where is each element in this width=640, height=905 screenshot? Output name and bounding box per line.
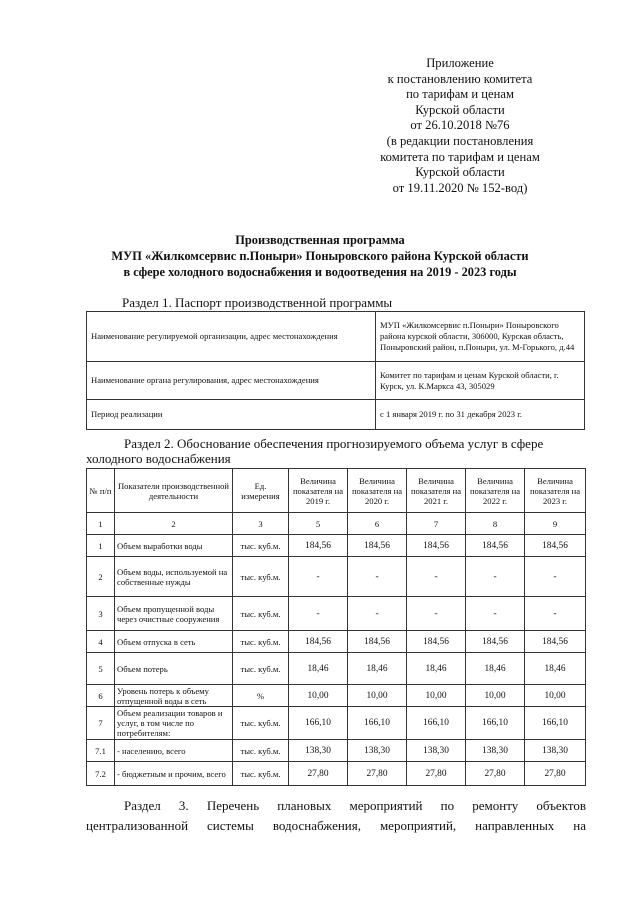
value-cell: 27,80 (289, 762, 348, 786)
table-row (87, 707, 586, 740)
indicator-name: - бюджетным и прочим, всего (115, 762, 233, 786)
annex-line: к постановлению комитета (387, 71, 533, 86)
column-number: 7 (407, 513, 466, 535)
value-cell: 27,80 (525, 762, 586, 786)
indicators-table (86, 468, 586, 786)
value-cell: 18,46 (289, 653, 348, 685)
annex-line: Курской области (415, 102, 505, 117)
indicator-name: Объем потерь (115, 653, 233, 685)
value-cell: - (466, 557, 525, 597)
header-cell: № п/п (87, 469, 115, 513)
section3-line-2: централизованной системы водоснабжения, мероприятий, направленных на (86, 818, 586, 833)
section1-heading: Раздел 1. Паспорт производственной программы (122, 295, 393, 310)
row-number: 2 (87, 557, 115, 597)
value-cell: 27,80 (466, 762, 525, 786)
section3-paragraph (86, 796, 586, 836)
passport-label: Период реализации (87, 400, 376, 430)
value-cell: 184,56 (525, 535, 586, 557)
value-cell: 138,30 (289, 740, 348, 762)
header-cell: Величина показателя на 2020 г. (348, 469, 407, 513)
value-cell: 166,10 (289, 707, 348, 740)
passport-label: Наименование органа регулирования, адрес местонахождения (87, 362, 376, 400)
annex-line: Приложение (426, 56, 494, 70)
unit-cell: тыс. куб.м. (233, 762, 289, 786)
row-number: 7.1 (87, 740, 115, 762)
unit-cell: тыс. куб.м. (233, 707, 289, 740)
row-number: 6 (87, 685, 115, 707)
annex-line: от 19.11.2020 № 152-вод) (392, 180, 528, 195)
row-number: 7.2 (87, 762, 115, 786)
unit-cell: тыс. куб.м. (233, 653, 289, 685)
value-cell: 10,00 (348, 685, 407, 707)
value-cell: 10,00 (289, 685, 348, 707)
indicator-name: Объем реализации товаров и услуг, в том числе по потребителям: (115, 707, 233, 740)
value-cell: 184,56 (348, 535, 407, 557)
indicator-name: Объем пропущенной воды через очистные сооружения (115, 597, 233, 631)
value-cell: 10,00 (525, 685, 586, 707)
column-number: 9 (525, 513, 586, 535)
value-cell: - (407, 557, 466, 597)
header-cell: Величина показателя на 2019 г. (289, 469, 348, 513)
header-row (87, 469, 586, 513)
unit-cell: тыс. куб.м. (233, 597, 289, 631)
row-number: 5 (87, 653, 115, 685)
row-number: 7 (87, 707, 115, 740)
passport-table (86, 311, 585, 430)
value-cell: 166,10 (407, 707, 466, 740)
table-row (87, 685, 586, 707)
passport-row (87, 400, 585, 430)
indicator-name: Объем выработки воды (115, 535, 233, 557)
table-row (87, 597, 586, 631)
value-cell: 166,10 (525, 707, 586, 740)
value-cell: 184,56 (466, 535, 525, 557)
value-cell: 166,10 (348, 707, 407, 740)
unit-cell: тыс. куб.м. (233, 631, 289, 653)
value-cell: 184,56 (289, 631, 348, 653)
indicator-name: - населению, всего (115, 740, 233, 762)
value-cell: 184,56 (407, 535, 466, 557)
table-row (87, 631, 586, 653)
unit-cell: тыс. куб.м. (233, 740, 289, 762)
unit-cell: % (233, 685, 289, 707)
value-cell: 138,30 (466, 740, 525, 762)
annex-line: комитета по тарифам и ценам (380, 149, 540, 164)
row-number: 3 (87, 597, 115, 631)
table-row (87, 653, 586, 685)
value-cell: 18,46 (466, 653, 525, 685)
column-number: 6 (348, 513, 407, 535)
value-cell: 10,00 (407, 685, 466, 707)
indicator-name: Уровень потерь к объему отпущенной воды в сеть (115, 685, 233, 707)
indicator-name: Объем отпуска в сеть (115, 631, 233, 653)
annex-line: (в редакции постановления (386, 133, 534, 148)
indicators-body (87, 535, 586, 786)
annex-line: от 26.10.2018 №76 (410, 118, 510, 133)
table-row (87, 762, 586, 786)
value-cell: 166,10 (466, 707, 525, 740)
value-cell: 184,56 (407, 631, 466, 653)
unit-cell: тыс. куб.м. (233, 535, 289, 557)
passport-value: Комитет по тарифам и ценам Курской области, г. Курск, ул. К.Маркса 43, 305029 (376, 362, 585, 400)
section2-heading (86, 437, 586, 466)
passport-value: с 1 января 2019 г. по 31 декабря 2023 г. (376, 400, 585, 430)
document-title (0, 232, 640, 280)
annex-line: Курской области (415, 165, 505, 180)
value-cell: 27,80 (348, 762, 407, 786)
value-cell: 138,30 (407, 740, 466, 762)
title-line-1: Производственная программа (235, 233, 405, 247)
value-cell: - (289, 557, 348, 597)
header-cell: Величина показателя на 2021 г. (407, 469, 466, 513)
column-number: 5 (289, 513, 348, 535)
title-line-3: в сфере холодного водоснабжения и водоотведения на 2019 - 2023 годы (123, 265, 517, 279)
header-cell: Ед. измерения (233, 469, 289, 513)
column-number: 8 (466, 513, 525, 535)
value-cell: 27,80 (407, 762, 466, 786)
value-cell: - (407, 597, 466, 631)
section2-heading-line-1: Раздел 2. Обоснование обеспечения прогнозируемого объема услуг в сфере (124, 436, 544, 451)
column-number-row (87, 513, 586, 535)
unit-cell: тыс. куб.м. (233, 557, 289, 597)
value-cell: 138,30 (348, 740, 407, 762)
table-row (87, 535, 586, 557)
row-number: 1 (87, 535, 115, 557)
header-cell: Величина показателя на 2022 г. (466, 469, 525, 513)
title-line-2: МУП «Жилкомсервис п.Поныри» Поныровского района Курской области (111, 249, 529, 263)
value-cell: 18,46 (407, 653, 466, 685)
value-cell: 184,56 (525, 631, 586, 653)
header-cell: Величина показателя на 2023 г. (525, 469, 586, 513)
header-cell: Показатели производственной деятельности (115, 469, 233, 513)
value-cell: - (348, 597, 407, 631)
indicator-name: Объем воды, используемой на собственные нужды (115, 557, 233, 597)
value-cell: - (466, 597, 525, 631)
value-cell: - (348, 557, 407, 597)
annex-line: по тарифам и ценам (406, 87, 514, 102)
value-cell: 184,56 (348, 631, 407, 653)
table-row (87, 740, 586, 762)
section3-line-1: Раздел 3. Перечень плановых мероприятий по ремонту объектов (124, 798, 586, 813)
passport-label: Наименование регулируемой организации, адрес местонахождения (87, 312, 376, 362)
column-number: 1 (87, 513, 115, 535)
value-cell: - (525, 557, 586, 597)
passport-value: МУП «Жилкомсервис п.Поныри» Поныровского района курской области, 306000, Курская область, Поныровский район, п.Поныри, ул. М-Горького, д.44 (376, 312, 585, 362)
section2-heading-line-2: холодного водоснабжения (86, 450, 231, 466)
value-cell: 18,46 (525, 653, 586, 685)
column-number: 3 (233, 513, 289, 535)
table-row (87, 557, 586, 597)
value-cell: 10,00 (466, 685, 525, 707)
value-cell: 184,56 (289, 535, 348, 557)
value-cell: - (289, 597, 348, 631)
passport-row (87, 362, 585, 400)
column-number: 2 (115, 513, 233, 535)
passport-row (87, 312, 585, 362)
annex-block (340, 56, 580, 196)
value-cell: 184,56 (466, 631, 525, 653)
row-number: 4 (87, 631, 115, 653)
value-cell: 138,30 (525, 740, 586, 762)
value-cell: - (525, 597, 586, 631)
value-cell: 18,46 (348, 653, 407, 685)
